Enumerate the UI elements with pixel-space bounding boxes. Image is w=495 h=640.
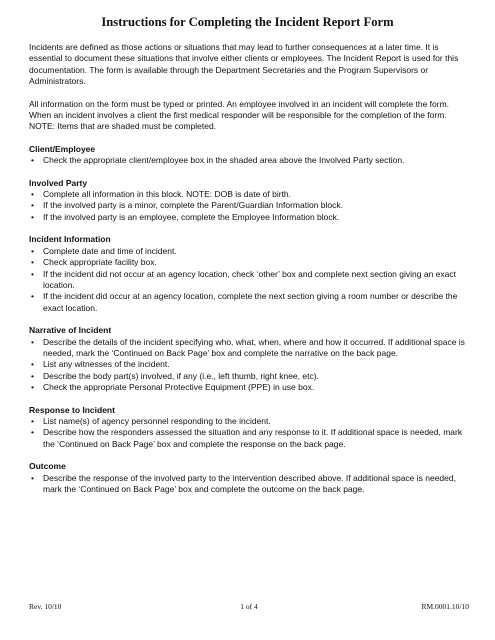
bullet-item: • Describe the response of the involved party to the intervention described above. If additional space is needed, mark the ‘Continued on Back Page’ box and complete the outcome on the back page.	[29, 473, 469, 496]
section-client-employee	[29, 144, 469, 167]
footer-page-number: 1 of 4	[240, 602, 258, 611]
bullet-item: • Describe the details of the incident specifying who, what, when, where and how it occurred. If additional space is needed, mark the ‘Continued on Back Page’ box and complete the narrative on the back page.	[29, 337, 469, 360]
bullet-item: • Describe the body part(s) involved, if any (i.e., left thumb, right knee, etc).	[29, 371, 469, 382]
bullet-list	[29, 416, 469, 450]
footer-revision: Rev. 10/10	[29, 602, 62, 611]
bullet-list	[29, 189, 469, 223]
intro-paragraph: Incidents are defined as those actions or situations that may lead to further consequences at a later time. It is essential to document these situations that involve either clients or employees. The Incident Report is used for this documentation. The form is available through the Department Secretaries and the Program Supervisors or Administrators.	[29, 42, 459, 87]
document-body	[29, 42, 469, 506]
section-heading: Client/Employee	[29, 143, 96, 154]
bullet-item: • Complete all information in this block. NOTE: DOB is date of birth.	[29, 189, 469, 200]
bullet-list	[29, 337, 469, 394]
bullet-item: • Check the appropriate Personal Protective Equipment (PPE) in use box.	[29, 382, 469, 393]
section-response-to-incident	[29, 405, 469, 451]
section-narrative-of-incident	[29, 325, 469, 393]
section-heading: Outcome	[29, 461, 66, 472]
page-title: Instructions for Completing the Incident Report Form	[101, 15, 394, 29]
section-heading: Involved Party	[29, 177, 88, 188]
bullet-item: • Describe how the responders assessed the situation and any response to it. If additional space is needed, mark the ‘Continued on Back Page’ box and complete the response on the back page.	[29, 427, 469, 450]
bullet-list	[29, 246, 469, 314]
section-incident-information	[29, 234, 469, 314]
bullet-item: • List name(s) of agency personnel responding to the incident.	[29, 416, 469, 427]
bullet-item: • If the incident did not occur at an agency location, check ‘other’ box and complete next section giving an exact location.	[29, 269, 469, 292]
section-heading: Response to Incident	[29, 404, 115, 415]
bullet-item: • List any witnesses of the incident.	[29, 359, 469, 370]
section-heading: Incident Information	[29, 234, 111, 245]
intro-paragraph: All information on the form must be typed or printed. An employee involved in an incident will complete the form. When an incident involves a client the first medical responder will be responsible for the completion of the form. NOTE: Items that are shaded must be completed.	[29, 98, 450, 132]
bullet-list	[29, 473, 469, 496]
bullet-item: • Check the appropriate client/employee box in the shaded area above the Involved Party section.	[29, 155, 469, 166]
section-involved-party	[29, 178, 469, 224]
bullet-item: • If the incident did occur at an agency location, complete the next section giving a room number or describe the exact location.	[29, 291, 469, 314]
section-heading: Narrative of Incident	[29, 325, 112, 336]
bullet-item: • If the involved party is an employee, complete the Employee Information block.	[29, 212, 469, 223]
bullet-item: • Complete date and time of incident.	[29, 246, 469, 257]
bullet-list	[29, 155, 469, 166]
footer-form-code: RM.0001.10/10	[421, 602, 469, 611]
section-outcome	[29, 461, 469, 495]
bullet-item: • Check appropriate facility box.	[29, 257, 469, 268]
bullet-item: • If the involved party is a minor, complete the Parent/Guardian Information block.	[29, 200, 469, 211]
